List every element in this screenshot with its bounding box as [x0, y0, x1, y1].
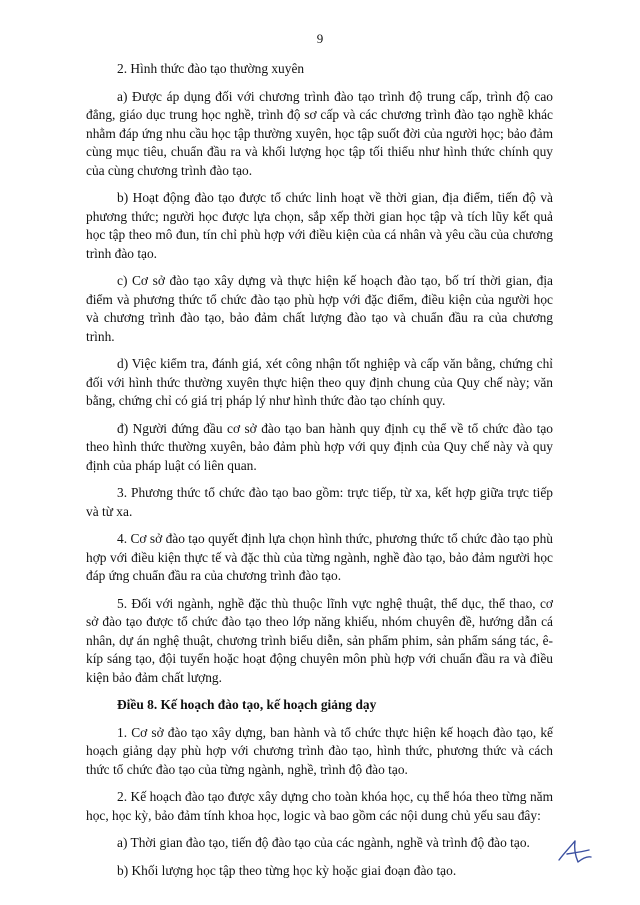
paragraph: b) Khối lượng học tập theo từng học kỳ hoặc giai đoạn đào tạo. — [117, 862, 457, 878]
paragraph: 5. Đối với ngành, nghề đặc thù thuộc lĩnh vực nghệ thuật, thể dục, thể thao, cơ sở đào tạo được tổ chức đào tạo theo lớp năng khiếu, nhóm chuyên đề, hướng dẫn cá nhân, dự án nghệ thuật, chương trình biểu diễn, sản phẩm phim, sản phẩm sáng tác, ê-kíp sáng tạo, đội tuyển hoặc hoạt động chuyên môn phù hợp với chuẩn đầu ra và điều kiện bảo đảm chất lượng. — [86, 595, 553, 685]
paragraph: 2. Kế hoạch đào tạo được xây dựng cho toàn khóa học, cụ thể hóa theo từng năm học, học kỳ, bảo đảm tính khoa học, logic và bao gồm các nội dung chủ yếu sau đây: — [86, 789, 553, 823]
paragraph: 4. Cơ sở đào tạo quyết định lựa chọn hình thức, phương thức tổ chức đào tạo phù hợp với điều kiện thực tế và đặc thù của từng ngành, nghề đào tạo, bảo đảm người học đáp ứng chuẩn đầu ra của chương trình đào tạo. — [86, 531, 553, 583]
paragraph: 3. Phương thức tổ chức đào tạo bao gồm: trực tiếp, từ xa, kết hợp giữa trực tiếp và từ xa. — [86, 485, 553, 519]
paragraph: đ) Người đứng đầu cơ sở đào tạo ban hành quy định cụ thể về tổ chức đào tạo theo hình thức thường xuyên, bảo đảm phù hợp với quy định của Quy chế này và quy định của pháp luật có liên quan. — [86, 420, 553, 473]
paragraph: a) Được áp dụng đối với chương trình đào tạo trình độ trung cấp, trình độ cao đẳng, giáo dục trung học nghề, trình độ sơ cấp và các chương trình đào tạo nghề khác nhằm đáp ứng nhu cầu học tập thường xuyên, học tập suốt đời của người học; bảo đảm cùng mục tiêu, chuẩn đầu ra và khối lượng học tập tối thiểu như hình thức chính quy của cùng chương trình đào tạo. — [86, 88, 553, 178]
page-number: 9 — [316, 31, 324, 46]
document-body — [86, 60, 553, 889]
paragraph: c) Cơ sở đào tạo xây dựng và thực hiện kế hoạch đào tạo, bố trí thời gian, địa điểm và phương thức tổ chức đào tạo phù hợp với đặc điểm, điều kiện của người học và chương trình đào tạo, bảo đảm chất lượng đào tạo và chuẩn đầu ra của chương trình. — [86, 273, 553, 344]
handwritten-initial-signature — [555, 838, 595, 866]
paragraph: a) Thời gian đào tạo, tiến độ đào tạo của các ngành, nghề và trình độ đào tạo. — [117, 835, 530, 850]
paragraph: d) Việc kiểm tra, đánh giá, xét công nhận tốt nghiệp và cấp văn bằng, chứng chỉ đối với hình thức thường xuyên thực hiện theo quy định chung của Quy chế này; văn bằng, chứng chỉ có giá trị pháp lý như hình thức đào tạo chính quy. — [86, 356, 553, 408]
article-heading: Điều 8. Kế hoạch đào tạo, kế hoạch giảng dạy — [117, 697, 377, 712]
paragraph: 1. Cơ sở đào tạo xây dựng, ban hành và tổ chức thực hiện kế hoạch đào tạo, kế hoạch giảng dạy phù hợp với chương trình đào tạo, hình thức, phương thức và cách thức tổ chức đào tạo của từng ngành, nghề, trình độ đào tạo. — [86, 724, 553, 777]
paragraph: b) Hoạt động đào tạo được tổ chức linh hoạt về thời gian, địa điểm, tiến độ và phương thức; người học được lựa chọn, sắp xếp thời gian học tập và tích lũy kết quả học tập theo mô đun, tín chỉ phù hợp với điều kiện của cá nhân và yêu cầu của chương trình đào tạo. — [86, 190, 553, 261]
paragraph: 2. Hình thức đào tạo thường xuyên — [117, 61, 305, 76]
